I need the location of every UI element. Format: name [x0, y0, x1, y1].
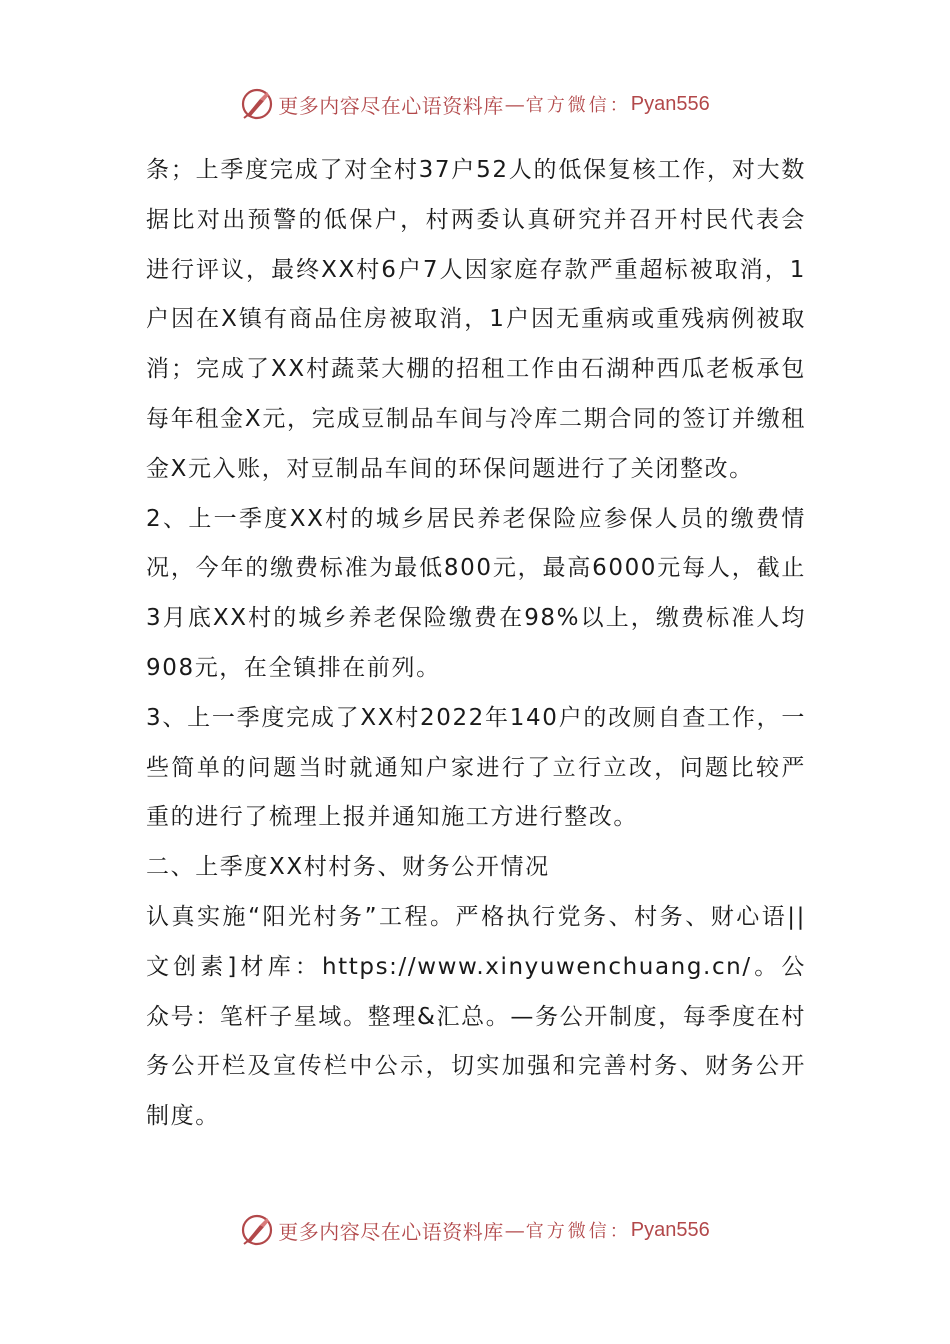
quill-pen-logo-icon [240, 87, 274, 121]
banner-contact-label: 官方微信： [525, 1221, 631, 1242]
banner-contact-id: Pyan556 [630, 1218, 710, 1241]
banner-title: 更多内容尽在心语资料库 [278, 1219, 504, 1244]
banner-separator: — [504, 1218, 525, 1242]
quill-pen-logo-icon [240, 1213, 274, 1247]
paragraph-continuation: 条；上季度完成了对全村37户52人的低保复核工作，对大数据比对出预警的低保户，村两委认真研究并召开村民代表会进行评议，最终XX村6户7人因家庭存款严重超标被取消，1户因在X镇有商品住房被取消，1户因无重病或重残病例被取消；完成了XX村蔬菜大棚的招租工作由石湖种西瓜老板承包每年租金X元，完成豆制品车间与冷库二期合同的签订并缴租金X元入账，对豆制品车间的环保问题进行了关闭整改。 [146, 157, 806, 482]
header-banner [0, 84, 950, 124]
paragraph-item-3: 3、上一季度完成了XX村2022年140户的改厕自查工作，一些简单的问题当时就通知户家进行了立行立改，问题比较严重的进行了梳理上报并通知施工方进行整改。 [146, 704, 806, 831]
banner-contact-id: Pyan556 [630, 92, 710, 115]
banner-separator: — [504, 92, 525, 116]
paragraph-item-2: 2、上一季度XX村的城乡居民养老保险应参保人员的缴费情况，今年的缴费标准为最低800元，最高6000元每人，截止3月底XX村的城乡养老保险缴费在98%以上，缴费标准人均908元，在全镇排在前列。 [146, 505, 806, 681]
banner-title: 更多内容尽在心语资料库 [278, 93, 504, 118]
footer-banner [0, 1210, 950, 1250]
document-body [146, 146, 806, 1142]
banner-contact-label: 官方微信： [525, 95, 631, 116]
paragraph-disclosure: 认真实施“阳光村务”工程。严格执行党务、村务、财心语||文创素]材库：https://www.xinyuwenchuang.cn/。公众号：笔杆子星域。整理&汇总。—务公开制度，每季度在村务公开栏及宣传栏中公示，切实加强和完善村务、财务公开制度。 [146, 903, 806, 1130]
section-heading: 二、上季度XX村村务、财务公开情况 [146, 854, 550, 881]
